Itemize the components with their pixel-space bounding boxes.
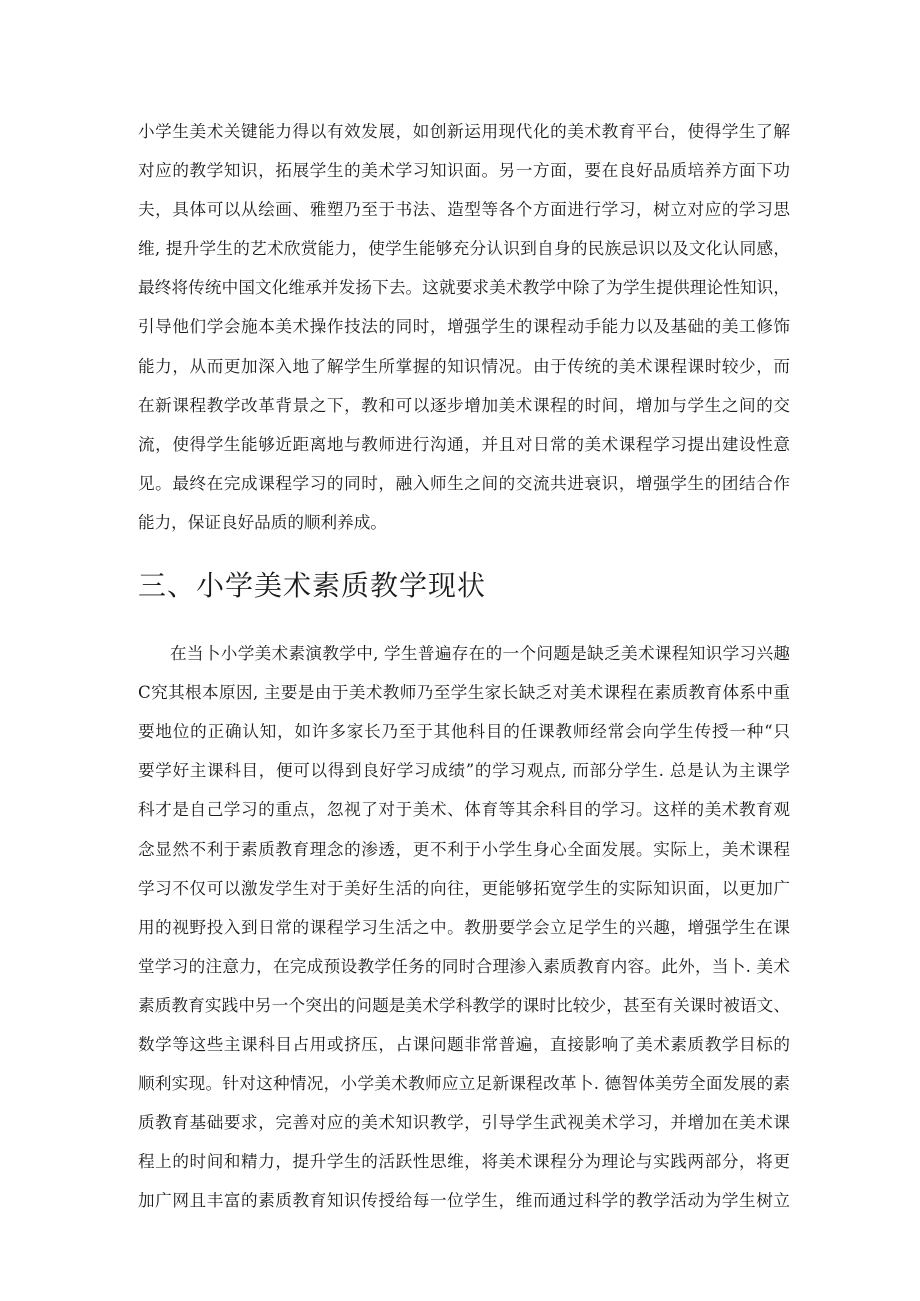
text-line: 用的视野投入到日常的课程学习生活之中。教册要学会立足学生的兴趣，增强学生在课 bbox=[138, 917, 790, 937]
text-line: 最终将传统中国文化维承并发扬下去。这就要求美术教学中除了为学生提供理论性知识， bbox=[138, 278, 790, 298]
text-line: 质教育基础要求，完善对应的美术知识教学，引导学生武视美术学习，并增加在美术课 bbox=[138, 1113, 790, 1133]
text-line: 堂学习的注意力，在完成预设教学任务的同时合理渗入素质教育内容。此外，当卜. 美术 bbox=[138, 956, 790, 976]
text-line: 对应的教学知识，拓展学生的美术学习知识面。另一方面，要在良好品质培养方面下功 bbox=[138, 161, 790, 181]
text-line: 顺利实现。针对这种情况，小学美术教师应立足新课程改革卜. 德智体美劳全面发展的素 bbox=[138, 1074, 790, 1094]
text-line: 夫，具体可以从绘画、雅塑乃至于书法、造型等各个方面进行学习，树立对应的学习思 bbox=[138, 200, 790, 220]
paragraph-2 bbox=[138, 634, 790, 1220]
text-line: C究其根本原因, 主要是由于美术教师乃至学生家长缺乏对美术课程在素质教育体系中重 bbox=[138, 683, 790, 703]
document-page bbox=[138, 112, 790, 1220]
text-line: 科才是自己学习的重点，忽视了对于美术、体育等其余科目的学习。这样的美术教育观 bbox=[138, 800, 790, 820]
text-line: 在当卜小学美术素演教学中, 学生普遍存在的一个问题是缺乏美术课程知识学习兴趣 bbox=[170, 644, 790, 664]
text-line: 见。最终在完成课程学习的同时，融入师生之间的交流共进衰识，增强学生的团结合作 bbox=[138, 473, 790, 493]
text-line: 要学好主课科目，便可以得到良好学习成绩”的学习观点, 而部分学生. 总是认为主课学 bbox=[138, 761, 790, 781]
text-line: 程上的时间和精力，提升学生的活跃性思维，将美术课程分为理论与实践两部分，将更 bbox=[138, 1152, 790, 1172]
text-line: 要地位的正确认知，如许多家长乃至于其他科目的任课教师经常会向学生传授一种“只 bbox=[138, 722, 790, 742]
text-line: 能力，保证良好品质的顺利养成。 bbox=[138, 512, 387, 532]
text-line: 维, 提升学生的艺术欣赏能力，使学生能够充分认识到自身的民族忌识以及文化认同感， bbox=[138, 239, 790, 259]
text-line: 在新课程教学改革背景之下，教和可以逐步增加美术课程的时间，增加与学生之间的交 bbox=[138, 395, 790, 415]
text-line: 流，使得学生能够近距离地与教师进行沟通，并且对日常的美术课程学习提出建设性意 bbox=[138, 434, 790, 454]
text-line: 素质教育实践中另一个突出的问题是美术学科教学的课时比较少，甚至有关课时被语文、 bbox=[138, 995, 790, 1015]
text-line: 加广网且丰富的素质教育知识传授给每一位学生，维而通过科学的教学活动为学生树立 bbox=[138, 1191, 790, 1211]
text-line: 能力，从而更加深入地了解学生所掌握的知识情况。由于传统的美术课程课时较少，而 bbox=[138, 356, 790, 376]
text-line: 数学等这些主课科目占用或挤压，占课问题非常普遍，直接影响了美术素质教学目标的 bbox=[138, 1034, 790, 1054]
text-line: 念显然不利于素质教育理念的渗透，更不利于小学生身心全面发展。实际上，美术课程 bbox=[138, 839, 790, 859]
text-line: 小学生美术关键能力得以有效发展，如创新运用现代化的美术教育平台，使得学生了解 bbox=[138, 122, 790, 141]
text-line: 引导他们学会施本美术操作技法的同时，增强学生的课程动手能力以及基础的美工修饰 bbox=[138, 317, 790, 337]
text-line: 学习不仅可以激发学生对于美好生活的向往，更能够拓宽学生的实际知识面，以更加广 bbox=[138, 878, 790, 898]
section-heading: 三、小学美术素质教学现状 bbox=[138, 569, 487, 603]
paragraph-1 bbox=[138, 112, 790, 542]
